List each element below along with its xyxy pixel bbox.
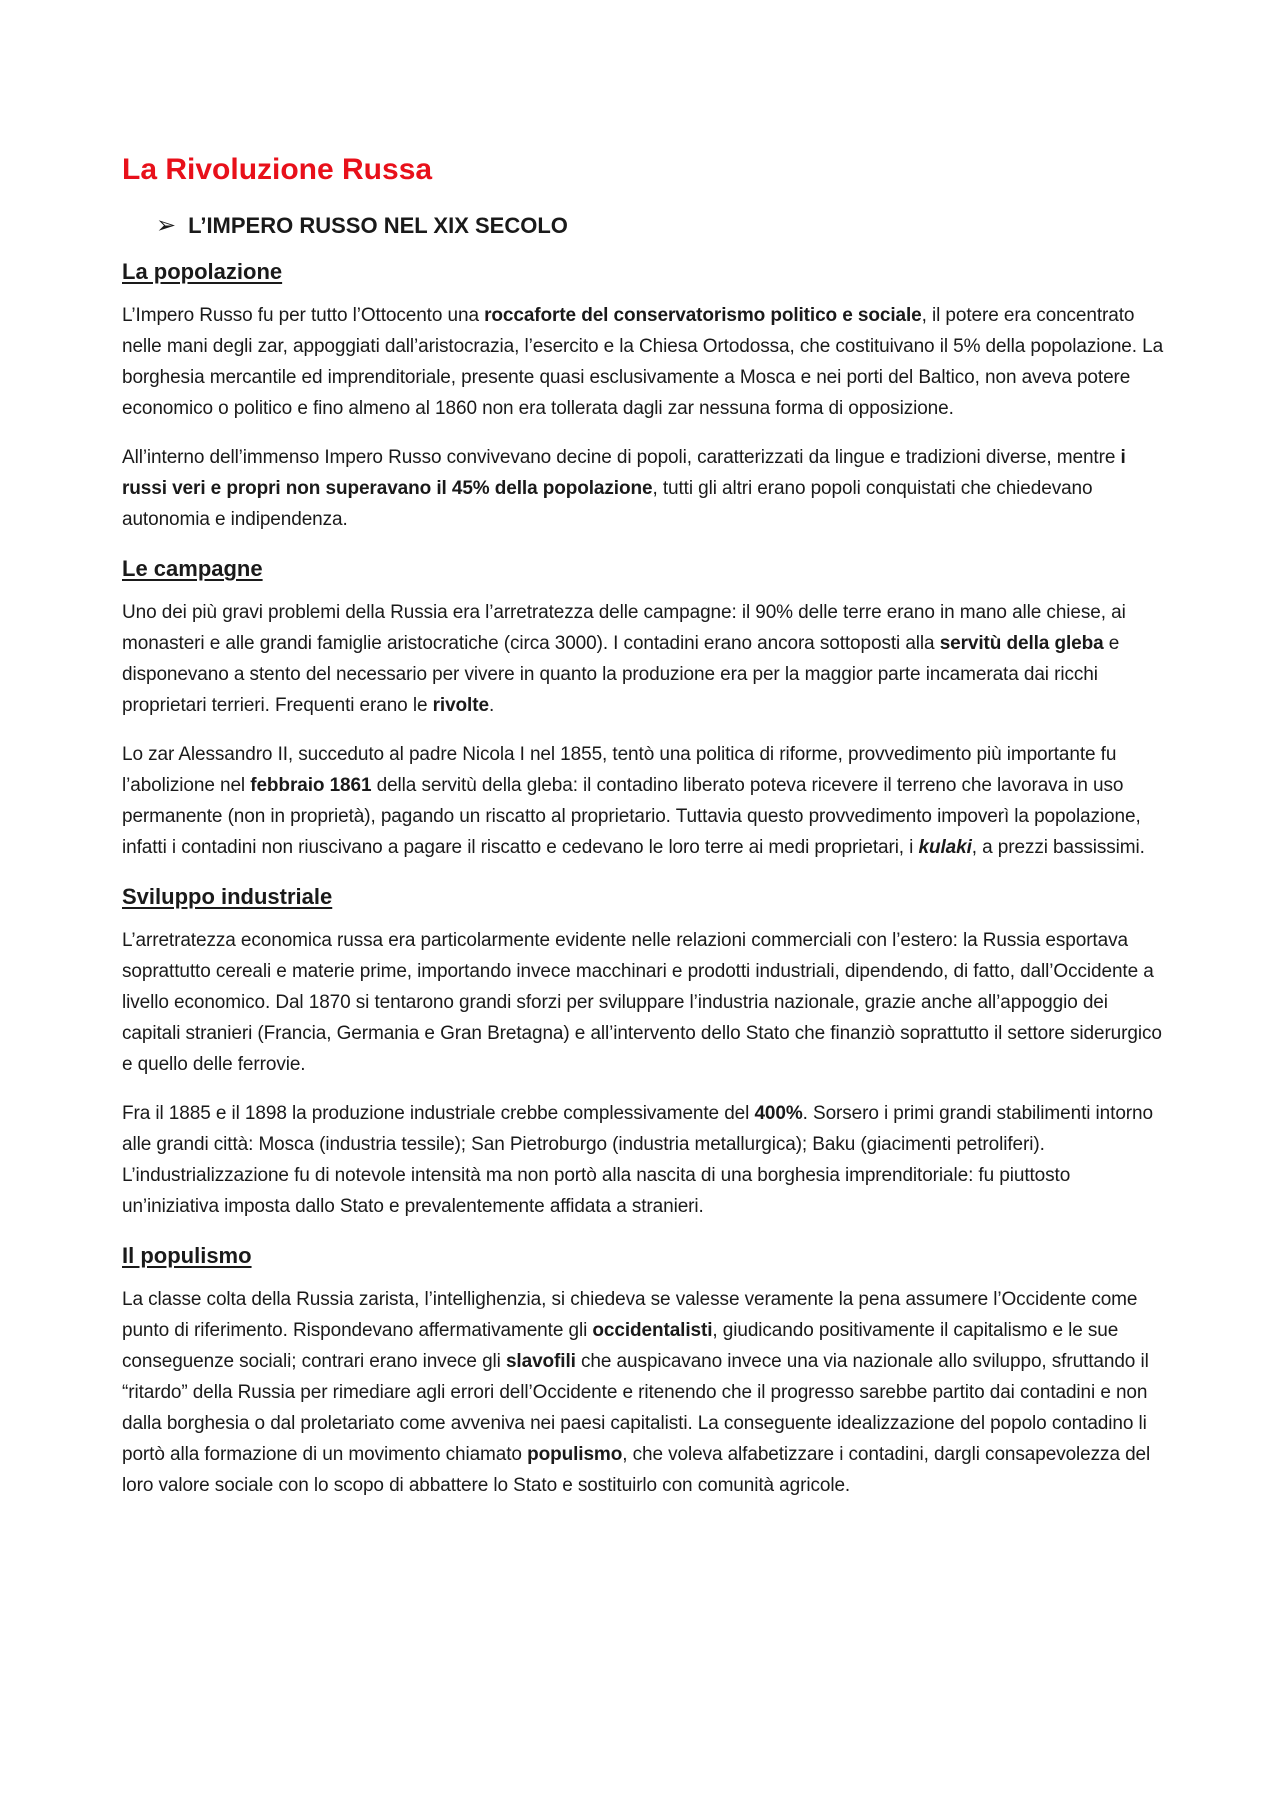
bold-text: servitù della gleba bbox=[939, 633, 1104, 654]
text-run: L’Impero Russo fu per tutto l’Ottocento una bbox=[122, 305, 485, 326]
bold-text: occidentalisti bbox=[592, 1320, 713, 1341]
text-run: La classe colta della Russia zarista, l’intellighenzia, si chiedeva se valesse veramente la pena assumere l’Occidente come punto di riferimento. Rispondevano affermativamente gli bbox=[122, 1289, 1138, 1341]
paragraph bbox=[122, 442, 1167, 535]
text-run: , il potere era concentrato nelle mani degli zar, appoggiati dall’aristocrazia, l’esercito e la Chiesa Ortodossa, che costituivano il 5% della popolazione. La borghesia mercantile ed imprenditoriale, presente quasi esclusivamente a Mosca e nei porti del Baltico, non aveva potere economico o politico e fino almeno al 1860 non era tollerata dagli zar nessuna forma di opposizione. bbox=[122, 305, 1164, 419]
text-run: , tutti gli altri erano popoli conquistati che chiedevano autonomia e indipendenza. bbox=[122, 478, 1093, 530]
paragraph bbox=[122, 1284, 1167, 1501]
bold-text: i russi veri e propri non superavano il 45% della popolazione bbox=[122, 447, 1126, 499]
text-run: Lo zar Alessandro II, succeduto al padre Nicola I nel 1855, tentò una politica di riforme, provvedimento più importante fu l’abolizione nel bbox=[122, 744, 1117, 796]
bold-text: febbraio 1861 bbox=[250, 775, 372, 796]
text-run: , a prezzi bassissimi. bbox=[971, 837, 1145, 858]
text-run: . Sorsero i primi grandi stabilimenti intorno alle grandi città: Mosca (industria tessile); San Pietroburgo (industria metallurgica); Baku (giacimenti petroliferi). L’industrializzazione fu di notevole intensità ma non portò alla nascita di una borghesia imprenditoriale: fu piuttosto un’iniziativa imposta dallo Stato e prevalentemente affidata a stranieri. bbox=[122, 1103, 1153, 1217]
text-run: All’interno dell’immenso Impero Russo convivevano decine di popoli, caratterizzati da lingue e tradizioni diverse, mentre bbox=[122, 447, 1121, 468]
subsection-heading: Sviluppo industriale bbox=[122, 884, 333, 909]
text-run: Fra il 1885 e il 1898 la produzione industriale crebbe complessivamente del bbox=[122, 1103, 755, 1124]
text-run: della servitù della gleba: il contadino liberato poteva ricevere il terreno che lavorava in uso permanente (non in proprietà), pagando un riscatto al proprietario. Tuttavia questo provvedimento impoverì la popolazione, infatti i contadini non riuscivano a pagare il riscatto e cedevano le loro terre ai medi proprietari, i bbox=[122, 775, 1141, 858]
text-run: L’arretratezza economica russa era particolarmente evidente nelle relazioni commerciali con l’estero: la Russia esportava soprattutto cereali e materie prime, importando invece macchinari e prodotti industriali, dipendendo, di fatto, dall’Occidente a livello economico. Dal 1870 si tentarono grandi sforzi per sviluppare l’industria nazionale, grazie anche all’appoggio dei capitali stranieri (Francia, Germania e Gran Bretagna) e all’intervento dello Stato che finanziò soprattutto il settore siderurgico e quello delle ferrovie. bbox=[122, 930, 1162, 1075]
arrow-bullet-icon: ➢ bbox=[156, 212, 177, 239]
bold-text: rivolte bbox=[432, 695, 489, 716]
paragraph bbox=[122, 925, 1167, 1080]
document-title: La Rivoluzione Russa bbox=[122, 153, 433, 186]
bold-text: populismo bbox=[527, 1444, 623, 1465]
text-run: e disponevano a stento del necessario per vivere in quanto la produzione era per la maggior parte incamerata dai ricchi proprietari terrieri. Frequenti erano le bbox=[122, 633, 1120, 716]
bold-text: roccaforte del conservatorismo politico e sociale bbox=[484, 305, 922, 326]
document-page bbox=[122, 150, 1167, 1519]
section-heading bbox=[156, 210, 1167, 242]
paragraph bbox=[122, 300, 1167, 424]
text-run: , giudicando positivamente il capitalismo e le sue conseguenze sociali; contrari erano invece gli bbox=[122, 1320, 1119, 1372]
section-heading-text: L’IMPERO RUSSO NEL XIX SECOLO bbox=[188, 213, 568, 238]
paragraph bbox=[122, 739, 1167, 863]
subsection-heading: Le campagne bbox=[122, 556, 263, 581]
subsections-container bbox=[122, 256, 1167, 1501]
text-run: , che voleva alfabetizzare i contadini, dargli consapevolezza del loro valore sociale con lo scopo di abbattere lo Stato e sostituirlo con comunità agricole. bbox=[122, 1444, 1151, 1496]
text-run: che auspicavano invece una via nazionale allo sviluppo, sfruttando il “ritardo” della Russia per rimediare agli errori dell’Occidente e ritenendo che il progresso sarebbe partito dai contadini e non dalla borghesia o dal proletariato come avveniva nei paesi capitalisti. La conseguente idealizzazione del popolo contadino li portò alla formazione di un movimento chiamato bbox=[122, 1351, 1149, 1465]
bold-text: 400% bbox=[754, 1103, 803, 1124]
text-run: . bbox=[488, 695, 495, 716]
paragraph bbox=[122, 1098, 1167, 1222]
paragraph bbox=[122, 597, 1167, 721]
bold-italic-text: kulaki bbox=[918, 837, 972, 858]
subsection-heading: La popolazione bbox=[122, 259, 283, 284]
subsection-heading: Il populismo bbox=[122, 1243, 252, 1268]
bold-text: slavofili bbox=[505, 1351, 576, 1372]
text-run: Uno dei più gravi problemi della Russia era l’arretratezza delle campagne: il 90% delle terre erano in mano alle chiese, ai monasteri e alle grandi famiglie aristocratiche (circa 3000). I contadini erano ancora sottoposti alla bbox=[122, 602, 1126, 654]
